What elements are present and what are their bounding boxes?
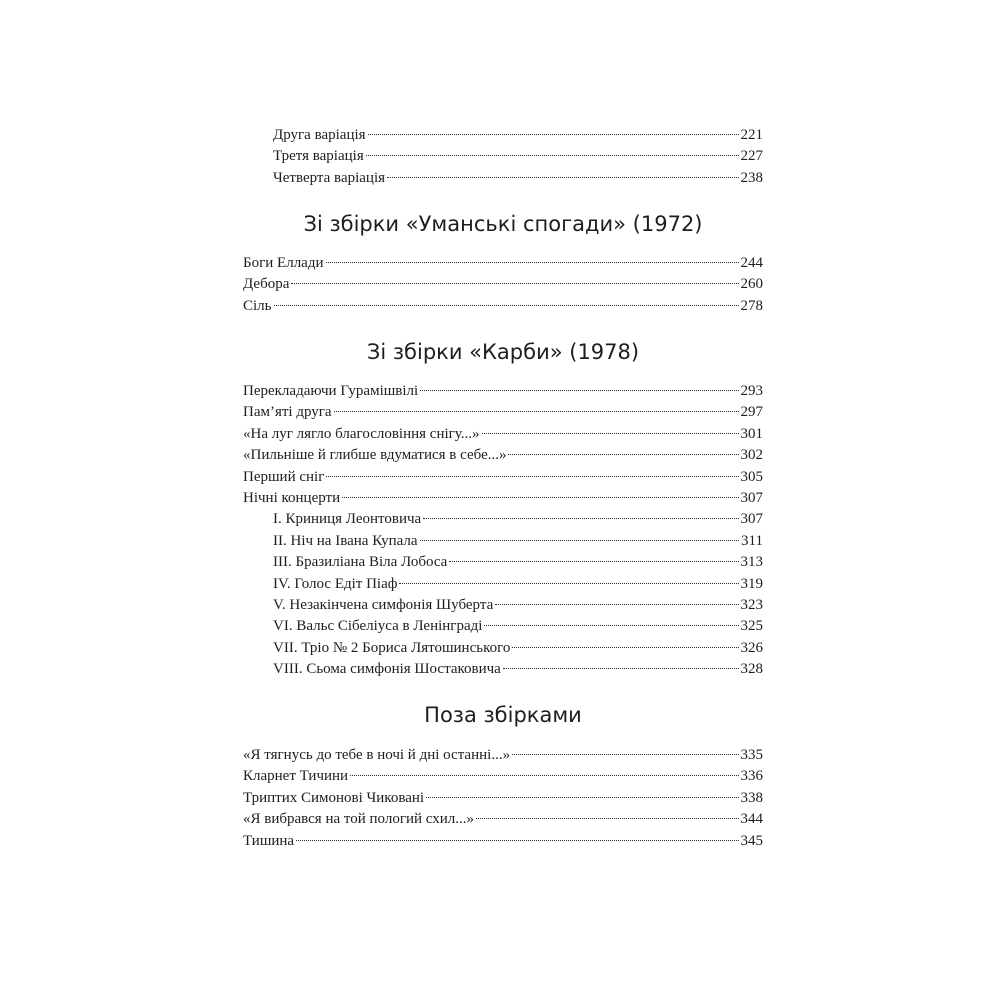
toc-entry — [243, 296, 763, 317]
toc-entry-title: Тишина — [243, 832, 295, 849]
toc-entry-page: 335 — [740, 747, 763, 763]
toc-entry — [243, 552, 763, 573]
toc-entry-page: 311 — [741, 532, 763, 549]
dot-leader — [482, 433, 739, 434]
dot-leader — [342, 497, 738, 498]
toc-entry-title: VII. Тріо № 2 Бориса Лятошинського — [273, 639, 511, 656]
toc-entry-page: 328 — [740, 661, 763, 678]
toc-entry-title: Перекладаючи Гурамішвілі — [243, 383, 419, 399]
dot-leader — [420, 540, 740, 541]
toc-entry-page: 307 — [740, 511, 763, 528]
toc-entry — [243, 616, 763, 637]
dot-leader — [399, 583, 738, 584]
toc-entry-page: 323 — [740, 596, 763, 613]
toc-entry-title: Пам’яті друга — [243, 404, 332, 421]
section-heading: Поза збірками — [424, 703, 582, 727]
dot-leader — [503, 668, 739, 669]
toc-entry-page: 325 — [740, 618, 763, 635]
section-heading: Зі збірки «Уманські спогади» (1972) — [303, 212, 703, 236]
toc-entry-page: 221 — [740, 127, 763, 143]
toc-entry-title: ІІІ. Бразиліана Віла Лобоса — [273, 554, 448, 571]
toc-entry-title: ІІ. Ніч на Івана Купала — [273, 532, 418, 549]
toc-entry-page: 344 — [740, 811, 763, 828]
toc-entry — [243, 125, 763, 146]
dot-leader — [420, 390, 738, 391]
toc-entry — [243, 168, 763, 189]
toc-entry-title: Боги Еллади — [243, 255, 324, 271]
dot-leader — [512, 647, 738, 648]
toc-entry-title: Четверта варіація — [273, 169, 386, 186]
toc-entry-page: 227 — [740, 148, 763, 165]
toc-entry-page: 244 — [740, 255, 763, 271]
toc-entry-title: Друга варіація — [273, 127, 366, 143]
toc-entry-title: IV. Голос Едіт Піаф — [273, 575, 398, 592]
toc-entry — [243, 659, 763, 680]
dot-leader — [508, 454, 738, 455]
toc-entry-title: Перший сніг — [243, 468, 325, 485]
toc-entry-title: Сіль — [243, 297, 272, 314]
dot-leader — [296, 840, 738, 841]
toc-section-list — [243, 253, 763, 317]
toc-entry-title: «Пильніше й глибше вдуматися в себе...» — [243, 447, 507, 464]
toc-entry — [243, 146, 763, 167]
toc-entry — [243, 788, 763, 809]
toc-entry-page: 260 — [740, 276, 763, 293]
toc-entry-title: «Я тягнусь до тебе в ночі й дні останні...» — [243, 747, 511, 763]
dot-leader — [326, 476, 738, 477]
dot-leader — [484, 625, 738, 626]
toc-entry — [243, 638, 763, 659]
toc-section-list — [243, 745, 763, 852]
toc-entry-title: «На луг лягло благословіння снігу...» — [243, 425, 480, 442]
toc-entry-title: «Я вибрався на той пологий схил...» — [243, 811, 475, 828]
toc-entry-page: 293 — [740, 383, 763, 399]
section-heading: Зі збірки «Карби» (1978) — [366, 340, 640, 364]
toc-entry-page: 313 — [740, 554, 763, 571]
toc-entry — [243, 424, 763, 445]
toc-entry-page: 297 — [740, 404, 763, 421]
toc-entry — [243, 766, 763, 787]
toc-entry-title: Кларнет Тичини — [243, 768, 349, 785]
toc-entry-page: 345 — [740, 832, 763, 849]
dot-leader — [512, 754, 738, 755]
dot-leader — [274, 305, 739, 306]
toc-entry — [243, 831, 763, 852]
toc-entry-title: VIII. Сьома симфонія Шостаковича — [273, 661, 501, 678]
toc-entry — [243, 531, 763, 552]
dot-leader — [449, 561, 738, 562]
toc-entry — [243, 445, 763, 466]
toc-intro-list — [243, 125, 763, 189]
dot-leader — [366, 155, 739, 156]
dot-leader — [387, 177, 738, 178]
dot-leader — [476, 818, 738, 819]
toc-entry-title: Триптих Симонові Чиковані — [243, 789, 425, 806]
toc-entry — [243, 402, 763, 423]
toc-entry-page: 307 — [740, 489, 763, 506]
toc-entry-title: Третя варіація — [273, 148, 364, 165]
toc-entry — [243, 467, 763, 488]
dot-leader — [350, 775, 738, 776]
toc-entry-page: 305 — [740, 468, 763, 485]
dot-leader — [326, 262, 739, 263]
dot-leader — [426, 797, 738, 798]
toc-entry — [243, 745, 763, 766]
dot-leader — [368, 134, 739, 135]
toc-entry — [243, 595, 763, 616]
dot-leader — [291, 283, 738, 284]
toc-entry-title: V. Незакінчена симфонія Шуберта — [273, 596, 494, 613]
toc-entry-title: Дебора — [243, 276, 290, 293]
toc-entry-title: Нічні концерти — [243, 489, 341, 506]
toc-entry-page: 336 — [740, 768, 763, 785]
toc-entry-page: 319 — [740, 575, 763, 592]
toc-entry — [243, 381, 763, 402]
toc-entry-page: 278 — [740, 297, 763, 314]
toc-entry — [243, 253, 763, 274]
toc-section-list — [243, 381, 763, 680]
dot-leader — [334, 411, 739, 412]
toc-entry — [243, 488, 763, 509]
toc-entry — [243, 274, 763, 295]
dot-leader — [495, 604, 738, 605]
toc-entry — [243, 509, 763, 530]
toc-entry-title: VI. Вальс Сібеліуса в Ленінграді — [273, 618, 483, 635]
toc-entry-page: 302 — [740, 447, 763, 464]
toc-entry — [243, 809, 763, 830]
toc-entry-page: 338 — [740, 789, 763, 806]
toc-entry-page: 301 — [740, 425, 763, 442]
toc-entry — [243, 574, 763, 595]
toc-entry-page: 238 — [740, 169, 763, 186]
dot-leader — [423, 518, 738, 519]
toc-entry-page: 326 — [740, 639, 763, 656]
toc-entry-title: І. Криниця Леонтовича — [273, 511, 422, 528]
